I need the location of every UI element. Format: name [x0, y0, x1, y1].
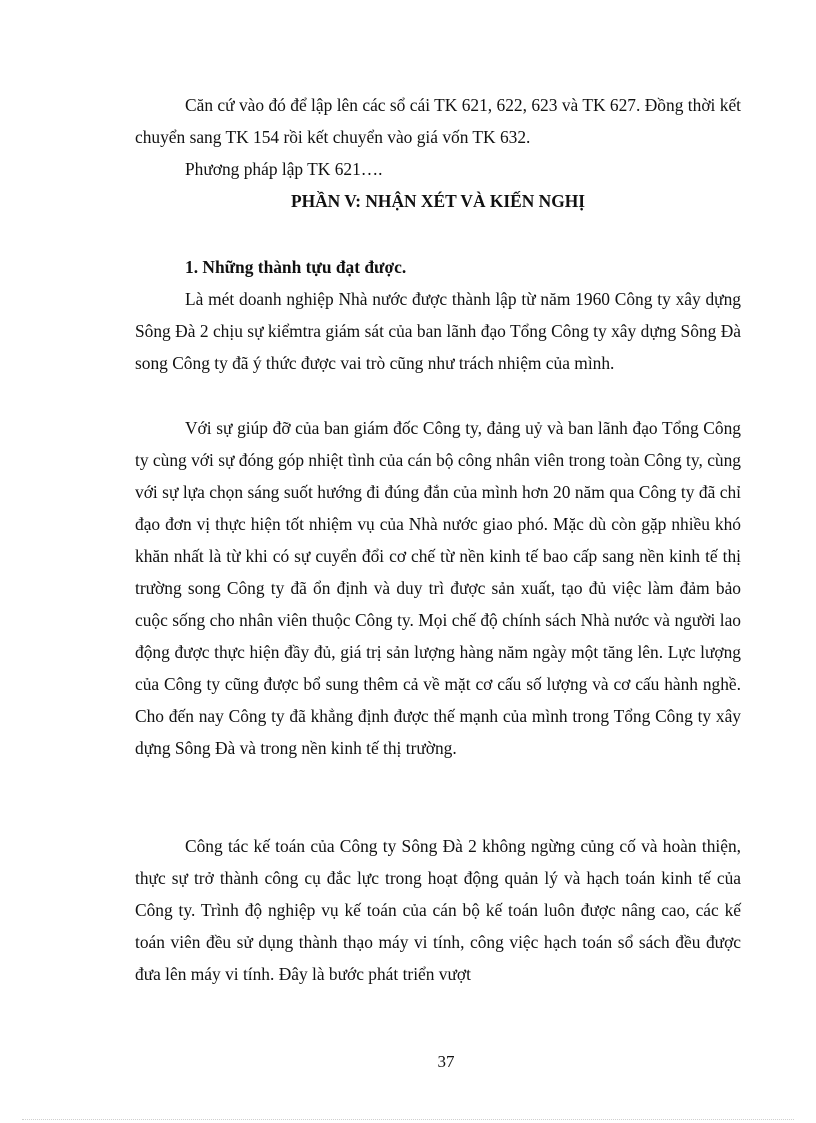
intro-block [135, 89, 741, 185]
body-paragraph: Công tác kế toán của Công ty Sông Đà 2 không ngừng củng cố và hoàn thiện, thực sự trở thành công cụ đắc lực trong hoạt động quản lý và hạch toán kinh tế của Công ty. Trình độ nghiệp vụ kế toán của cán bộ kế toán luôn được nâng cao, các kế toán viên đều sử dụng thành thạo máy vi tính, công việc hạch toán sổ sách đều được đưa lên máy vi tính. Đây là bước phát triển vượt [135, 836, 741, 984]
page-bottom-divider [22, 1119, 794, 1120]
body-paragraph: Là mét doanh nghiệp Nhà nước được thành lập từ năm 1960 Công ty xây dựng Sông Đà 2 chịu sự kiểmtra giám sát của ban lãnh đạo Tổng Công ty xây dựng Sông Đà song Công ty đã ý thức được vai trò cũng như trách nhiệm của mình. [135, 289, 741, 373]
body-block-2 [135, 412, 741, 764]
intro-paragraph-2: Phương pháp lập TK 621…. [185, 159, 383, 179]
body-block-3 [135, 830, 741, 990]
page-number: 37 [437, 1052, 455, 1071]
subsection-title: 1. Những thành tựu đạt được. [185, 257, 407, 277]
intro-paragraph-1: Căn cứ vào đó để lập lên các sổ cái TK 621, 622, 623 và TK 627. Đồng thời kết chuyển sang TK 154 rồi kết chuyển vào giá vốn TK 632. [135, 95, 741, 147]
section-title: PHẦN V: NHẬN XÉT VÀ KIẾN NGHỊ [290, 191, 586, 211]
body-block-1 [135, 283, 741, 379]
body-paragraph: Với sự giúp đỡ của ban giám đốc Công ty, đảng uỷ và ban lãnh đạo Tổng Công ty cùng với sự đóng góp nhiệt tình của cán bộ công nhân viên trong toàn Công ty, cùng với sự lựa chọn sáng suốt hướng đi đúng đắn của mình hơn 20 năm qua Công ty đã chỉ đạo đơn vị thực hiện tốt nhiệm vụ của Nhà nước giao phó. Mặc dù còn gặp nhiều khó khăn nhất là từ khi có sự cuyển đổi cơ chế từ nền kinh tế bao cấp sang nền kinh tế thị trường song Công ty đã ổn định và duy trì được sản xuất, tạo đủ việc làm đảm bảo cuộc sống cho nhân viên thuộc Công ty. Mọi chế độ chính sách Nhà nước và người lao động được thực hiện đầy đủ, giá trị sản lượng hàng năm ngày một tăng lên. Lực lượng của Công ty cũng được bổ sung thêm cả về mặt cơ cấu số lượng và cơ cấu hành nghề. Cho đến nay Công ty đã khẳng định được thế mạnh của mình trong Tổng Công ty xây dựng Sông Đà và trong nền kinh tế thị trường. [135, 418, 741, 758]
